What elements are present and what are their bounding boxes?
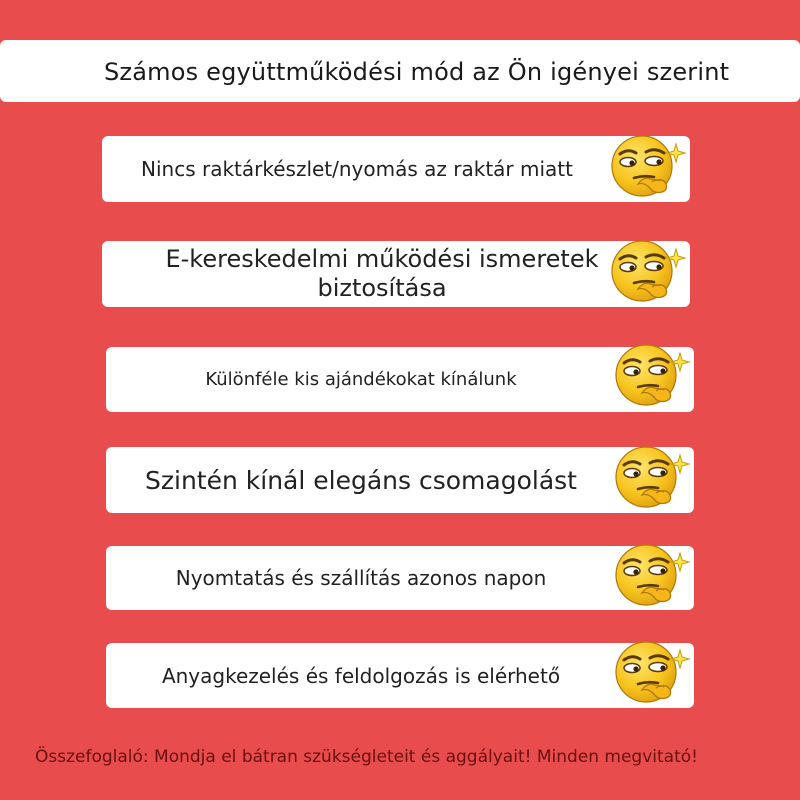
- summary-text: Összefoglaló: Mondja el bátran szükségleteit és aggályait! Minden megvitató!: [35, 747, 698, 767]
- feature-card-same-day-shipping: [106, 546, 694, 610]
- smirk-emoji-icon: [608, 132, 688, 204]
- smirk-emoji-icon: [612, 341, 692, 413]
- smirk-emoji-icon: [612, 443, 692, 515]
- feature-card-no-inventory: [102, 136, 690, 202]
- feature-label: Anyagkezelés és feldolgozás is elérhető: [161, 663, 561, 688]
- smirk-emoji-icon: [612, 541, 692, 613]
- feature-label: Nyomtatás és szállítás azonos napon: [175, 566, 547, 590]
- feature-card-elegant-packaging: [106, 447, 694, 513]
- feature-card-small-gifts: [106, 347, 694, 412]
- feature-label: Különféle kis ajándékokat kínálunk: [205, 369, 517, 390]
- page-title: Számos együttműködési mód az Ön igényei szerint: [104, 58, 730, 86]
- feature-card-material-processing: [106, 643, 694, 708]
- smirk-emoji-icon: [612, 638, 692, 710]
- feature-label: Nincs raktárkészlet/nyomás az raktár miatt: [141, 157, 573, 181]
- feature-label: E-kereskedelmi működési ismeretek biztosítása: [165, 245, 599, 302]
- feature-card-ecommerce-knowledge: [102, 241, 690, 307]
- feature-label: Szintén kínál elegáns csomagolást: [145, 465, 577, 495]
- smirk-emoji-icon: [608, 237, 688, 309]
